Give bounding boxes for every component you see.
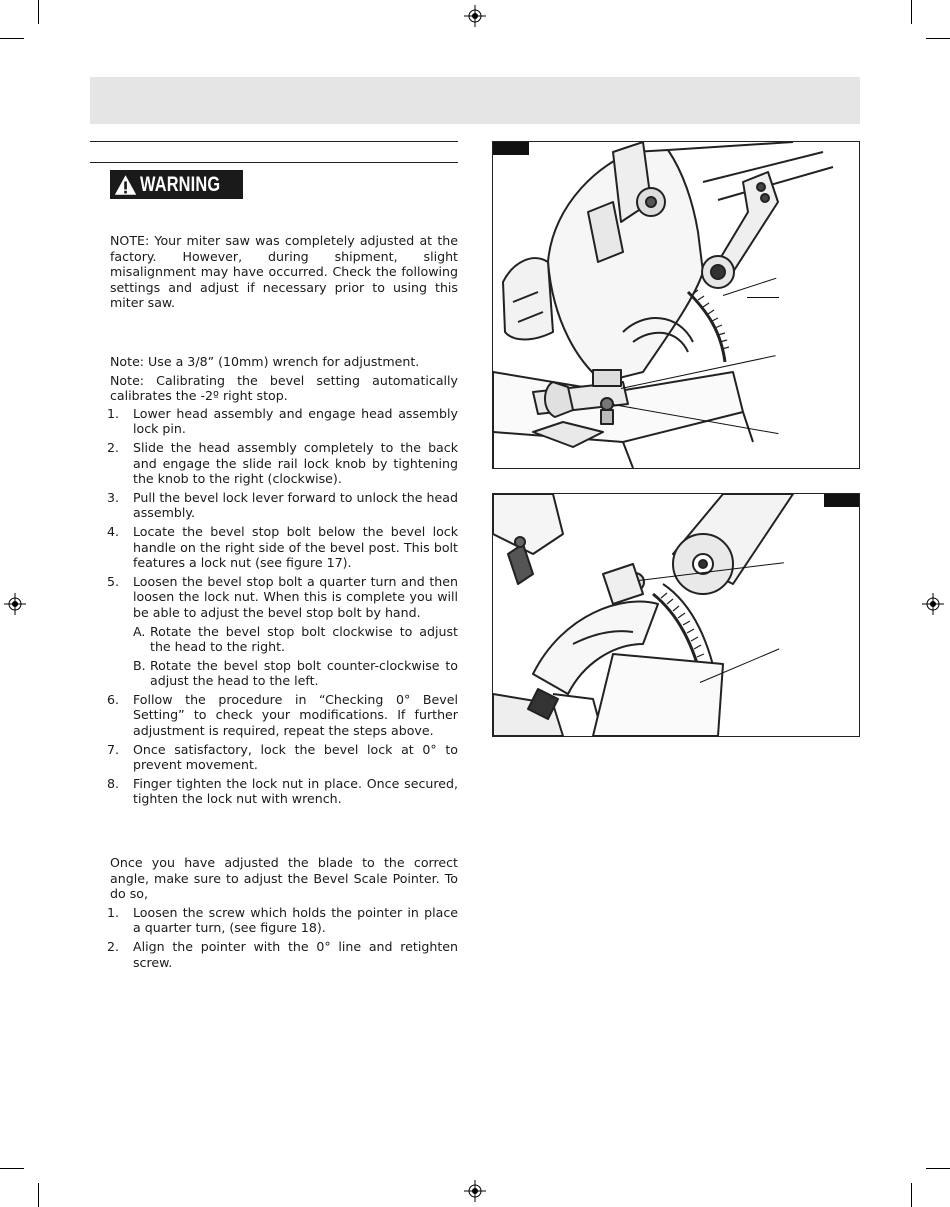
bevel-substeps — [110, 624, 458, 689]
registration-mark-icon — [4, 593, 26, 615]
list-item: 4. Locate the bevel stop bolt below the bevel lock handle on the right side of the bevel post. This bolt features a lock nut (see figure 17). — [107, 523, 458, 571]
list-item: 2. Slide the head assembly completely to the back and engage the slide rail lock knob by tightening the knob to the right (clockwise). — [107, 439, 458, 487]
callout-line — [747, 297, 779, 298]
miter-saw-bevel-stop-illustration-icon — [493, 142, 859, 468]
list-item: 1. Loosen the screw which holds the pointer in place a quarter turn, (see figure 18). — [107, 904, 458, 936]
list-item: 8. Finger tighten the lock nut in place. Once secured, tighten the lock nut with wrench. — [107, 775, 458, 807]
bevel-steps-list-continued — [107, 691, 458, 807]
list-item: 3. Pull the bevel lock lever forward to unlock the head assembly. — [107, 489, 458, 521]
section-rule — [90, 141, 458, 142]
crop-mark — [38, 0, 39, 24]
intro-note-block — [110, 233, 458, 311]
section-rule — [90, 162, 458, 163]
pointer-steps-list — [107, 904, 458, 970]
bevel-steps-list — [107, 405, 458, 621]
list-item: 6. Follow the procedure in “Checking 0° Bevel Setting” to check your modifications. If further adjustment is required, repeat the steps above. — [107, 691, 458, 739]
list-item: 5. Loosen the bevel stop bolt a quarter turn and then loosen the lock nut. When this is complete you will be able to adjust the bevel stop bolt by hand. — [107, 573, 458, 620]
crop-mark — [0, 1168, 24, 1169]
figure-bevel-scale-pointer — [492, 493, 860, 737]
pointer-intro: Once you have adjusted the blade to the correct angle, make sure to adjust the Bevel Scale Pointer. To do so, — [110, 855, 458, 902]
calibration-note: Note: Calibrating the bevel setting automatically calibrates the -2º right stop. — [110, 372, 458, 404]
list-item: B. Rotate the bevel stop bolt counter-clockwise to adjust the head to the left. — [133, 657, 458, 689]
crop-mark — [926, 1168, 950, 1169]
crop-mark — [926, 38, 950, 39]
bevel-scale-pointer-illustration-icon — [493, 494, 859, 736]
warning-triangle-icon — [114, 173, 137, 197]
list-item: 7. Once satisfactory, lock the bevel lock at 0° to prevent movement. — [107, 741, 458, 773]
crop-mark — [911, 1183, 912, 1207]
figure-bevel-stop — [492, 141, 860, 469]
intro-note: NOTE: Your miter saw was completely adjusted at the factory. However, during shipment, slight misalignment may have occurred. Check the following settings and adjust if necessary prior to using this miter saw. — [110, 233, 458, 311]
list-item: 1. Lower head assembly and engage head assembly lock pin. — [107, 405, 458, 437]
pointer-adjustment-block — [107, 855, 458, 973]
registration-mark-icon — [464, 5, 486, 27]
list-item: 2. Align the pointer with the 0° line and retighten screw. — [107, 938, 458, 970]
header-band — [90, 77, 860, 124]
list-item: A. Rotate the bevel stop bolt clockwise to adjust the head to the right. — [133, 623, 458, 655]
crop-mark — [38, 1183, 39, 1207]
registration-mark-icon — [464, 1180, 486, 1202]
bevel-adjustment-block — [107, 354, 458, 810]
crop-mark — [0, 38, 24, 39]
wrench-note: Note: Use a 3/8” (10mm) wrench for adjustment. — [110, 354, 420, 369]
registration-mark-icon — [922, 593, 944, 615]
warning-badge — [110, 170, 243, 199]
warning-label: WARNING — [140, 172, 221, 196]
crop-mark — [911, 0, 912, 24]
